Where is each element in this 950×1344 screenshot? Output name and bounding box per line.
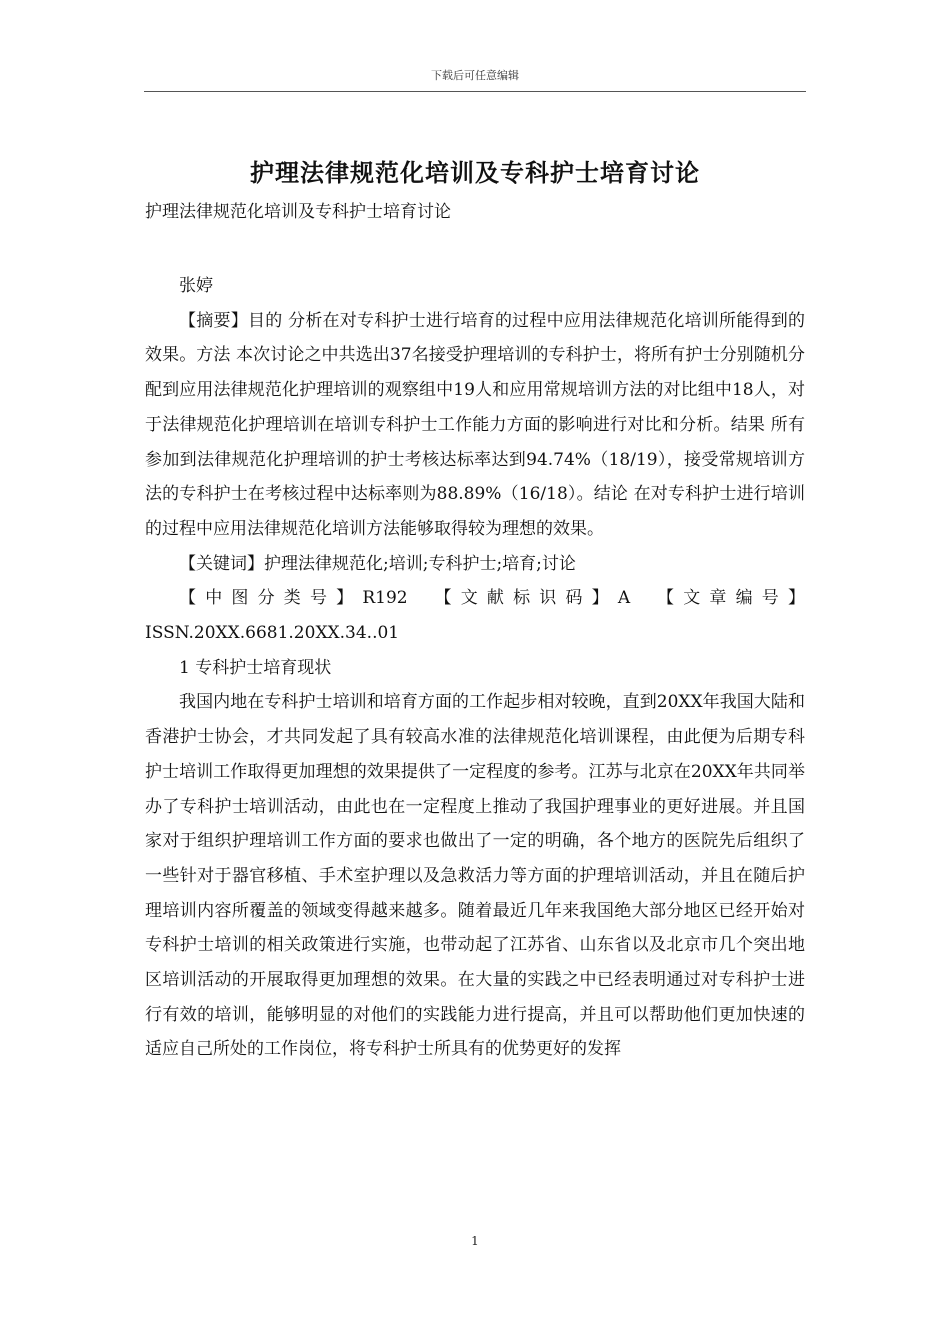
page-number: 1 bbox=[471, 1234, 479, 1248]
abstract-paragraph: 【摘要】目的 分析在对专科护士进行培育的过程中应用法律规范化培训所能得到的效果。方法 本次讨论之中共选出37名接受护理培训的专科护士，将所有护士分别随机分配到应用法律规范化护理培训的观察组中19人和应用常规培训方法的对比组中18人，对于法律规范化护理培训在培训专科护士工作能力方面的影响进行对比和分析。结果 所有参加到法律规范化护理培训的护士考核达标率达到94.74%（18/19），接受常规培训方法的专科护士在考核过程中达标率则为88.89%（16/18）。结论 在对专科护士进行培训的过程中应用法律规范化培训方法能够取得较为理想的效果。 bbox=[145, 310, 805, 539]
keywords-paragraph: 【关键词】护理法律规范化;培训;专科护士;培育;讨论 bbox=[179, 553, 576, 574]
section-heading: 1 专科护士培育现状 bbox=[179, 657, 332, 678]
section-body-paragraph: 我国内地在专科护士培训和培育方面的工作起步相对较晚，直到20XX年我国大陆和香港护士协会，才共同发起了具有较高水准的法律规范化培训课程，由此便为后期专科护士培训工作取得更加理想的效果提供了一定程度的参考。江苏与北京在20XX年共同举办了专科护士培训活动，由此也在一定程度上推动了我国护理事业的更好进展。并且国家对于组织护理培训工作方面的要求也做出了一定的明确，各个地方的医院先后组织了一些针对于器官移植、手术室护理以及急救活力等方面的护理培训活动，并且在随后护理培训内容所覆盖的领域变得越来越多。随着最近几年来我国绝大部分地区已经开始对专科护士培训的相关政策进行实施，也带动起了江苏省、山东省以及北京市几个突出地区培训活动的开展取得更加理想的效果。在大量的实践之中已经表明通过对专科护士进行有效的培训，能够明显的对他们的实践能力进行提高，并且可以帮助他们更加快速的适应自己所处的工作岗位，将专科护士所具有的优势更好的发挥 bbox=[145, 692, 805, 1060]
document-title: 护理法律规范化培训及专科护士培育讨论 bbox=[250, 158, 700, 187]
classification-paragraph: 【中图分类号】R192 【文献标识码】A 【文章编号】ISSN.20XX.6681.20XX.34..01 bbox=[145, 588, 805, 644]
header-divider bbox=[144, 91, 806, 92]
document-body bbox=[145, 269, 805, 1067]
document-subtitle: 护理法律规范化培训及专科护士培育讨论 bbox=[145, 202, 451, 222]
page-header: 下载后可任意编辑 bbox=[431, 69, 519, 82]
author-name: 张婷 bbox=[179, 276, 213, 296]
